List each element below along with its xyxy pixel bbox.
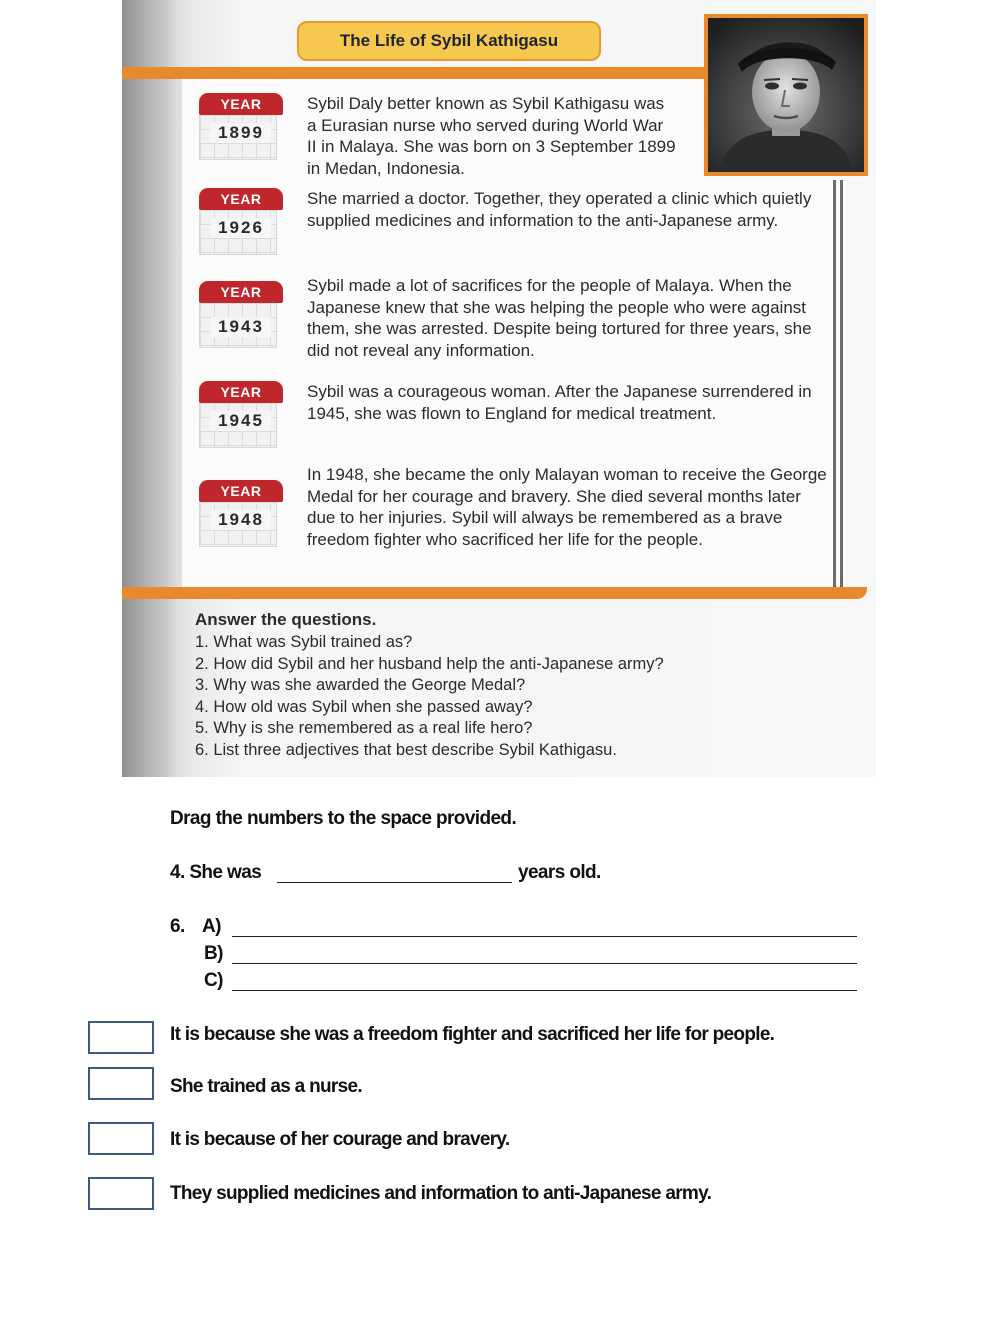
entry-text: Sybil made a lot of sacrifices for the people of Malaya. When the Japanese knew that she was helping the people who were against them, she was arrested. Despite being tortured for three years, she did not reveal any information. [307,276,812,360]
q6-a-label: A) [202,916,221,937]
answer-drop-box-3[interactable] [88,1122,154,1155]
calendar-icon [197,188,284,254]
answer-drop-box-1[interactable] [88,1021,154,1054]
question-item: 5. Why is she remembered as a real life hero? [195,719,533,737]
portrait-image [708,18,864,172]
calendar-icon [197,480,284,546]
q6-a-answer-line[interactable] [232,936,857,937]
calendar-year: 1943 [211,317,271,337]
q6-label: 6. [170,916,185,937]
entry-text: Sybil Daly better known as Sybil Kathigasu was a Eurasian nurse who served during World War II in Malaya. She was born on 3 September 1899 in Medan, Indonesia. [307,94,676,178]
book-spine [122,0,177,777]
calendar-tab: YEAR [199,381,283,403]
q6-c-answer-line[interactable] [232,990,857,991]
q4-blank-drop-zone[interactable] [277,882,512,883]
answer-text-1: It is because she was a freedom fighter and sacrificed her life for people. [170,1024,775,1045]
question-item: 3. Why was she awarded the George Medal? [195,676,526,694]
question-item: 4. How old was Sybil when she passed away? [195,697,533,716]
q6-b-answer-line[interactable] [232,963,857,964]
page-title: The Life of Sybil Kathigasu [297,21,601,61]
calendar-year: 1926 [211,218,271,238]
drag-instruction: Drag the numbers to the space provided. [170,808,517,829]
question-item: 1. What was Sybil trained as? [195,633,413,651]
calendar-tab: YEAR [199,93,283,115]
answer-text-2: She trained as a nurse. [170,1076,362,1097]
q4-prefix: 4. She was [170,862,262,883]
question-item: 2. How did Sybil and her husband help the anti-Japanese army? [195,654,664,673]
orange-divider-bottom [122,587,867,599]
calendar-tab: YEAR [199,188,283,210]
q4-suffix: years old. [518,862,601,883]
calendar-year: 1948 [211,510,271,530]
calendar-tab: YEAR [199,480,283,502]
entry-text: In 1948, she became the only Malayan woman to receive the George Medal for her courage and bravery. She died several months later due to her injuries. Sybil will always be remembered as a brave freedom fighter who sacrificed her life for the people. [307,465,827,549]
calendar-icon [197,381,284,447]
q6-b-label: B) [204,943,223,964]
portrait-photo [704,14,868,176]
calendar-tab: YEAR [199,281,283,303]
calendar-icon [197,93,284,159]
entry-text: Sybil was a courageous woman. After the Japanese surrendered in 1945, she was flown to England for medical treatment. [307,382,812,423]
calendar-year: 1899 [211,123,271,143]
answer-text-3: It is because of her courage and bravery. [170,1129,510,1150]
entry-text: She married a doctor. Together, they operated a clinic which quietly supplied medicines and information to the anti-Japanese army. [307,189,812,230]
textbook-page [122,0,876,777]
q6-c-label: C) [204,970,223,991]
calendar-icon [197,275,284,341]
panel-rule [840,180,843,590]
panel-rule [833,180,836,590]
calendar-year: 1945 [211,411,271,431]
answer-text-4: They supplied medicines and information to anti-Japanese army. [170,1183,712,1204]
questions-heading: Answer the questions. [195,610,377,629]
answer-drop-box-4[interactable] [88,1177,154,1210]
answer-drop-box-2[interactable] [88,1067,154,1100]
question-item: 6. List three adjectives that best describe Sybil Kathigasu. [195,740,617,759]
questions-block [195,610,835,761]
